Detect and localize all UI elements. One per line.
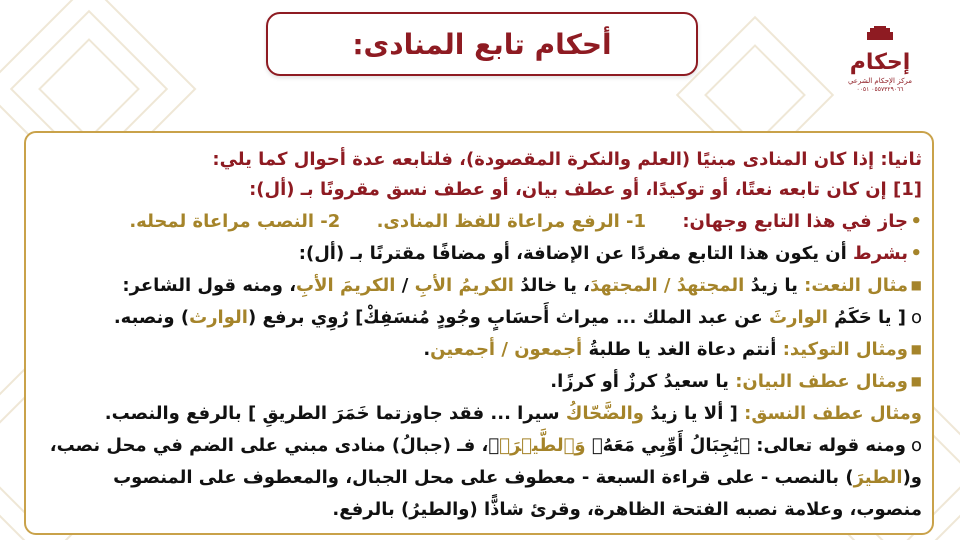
poem-text-e: ) ونصبه. bbox=[113, 307, 190, 328]
bayan-label: ومثال عطف البيان: bbox=[735, 371, 908, 392]
line-tawkeed-example bbox=[36, 339, 922, 360]
logo-arch-icon bbox=[865, 26, 895, 40]
naat-text-g: ، ومنه قول الشاعر: bbox=[122, 275, 297, 296]
line-two-ways bbox=[36, 211, 922, 232]
bullet-circle-icon: o bbox=[910, 435, 922, 456]
line-verse-cont bbox=[36, 467, 922, 488]
poem-text-c: عن عبد الملك ... ميراث أَحسَابٍ وجُودٍ مُنسَفِكْ] رُوِي برفع ( bbox=[247, 307, 770, 328]
line-condition bbox=[36, 243, 922, 264]
line-naat-example bbox=[36, 275, 922, 296]
line-case-one bbox=[36, 179, 922, 200]
line-verse-end bbox=[36, 499, 922, 520]
condition-lead: بشرط bbox=[853, 243, 908, 264]
verse-cont-text-b: الطيرَ bbox=[853, 467, 903, 488]
case-one-text: [1] إن كان تابعه نعتًا، أو توكيدًا، أو عطف بيان، أو عطف نسق مقرونًا بـ (أل): bbox=[249, 179, 922, 200]
naat-text-e: / bbox=[395, 275, 415, 296]
verse-cont-text-c: ) بالنصب - على قراءة السبعة - معطوف على محل الجبال، والمعطوف على المنصوب bbox=[113, 467, 854, 488]
option-raf: 1- الرفع مراعاة للفظ المنادى. bbox=[376, 211, 647, 232]
logo bbox=[844, 26, 916, 96]
intro-label: ثانيا: bbox=[880, 149, 922, 170]
poem-text-d: الوارث bbox=[189, 307, 248, 328]
bayan-text-b: كرزٌ أو كرزًا bbox=[557, 371, 658, 392]
bayan-text-c: . bbox=[550, 371, 558, 392]
two-ways-lead: جاز في هذا التابع وجهان: bbox=[682, 211, 908, 232]
verse-text-c: ﴾، فـ (جبالُ) منادى مبني على الضم في محل نصب، bbox=[49, 435, 500, 456]
nasaq-text-b: والضَّحّاكُ bbox=[565, 403, 644, 424]
page-title: أحكام تابع المنادى: bbox=[352, 27, 612, 61]
bullet-circle-icon: o bbox=[910, 307, 922, 328]
logo-number: ٠٥٥٧٣٢٩٠٦٦ ٠٠٥١ bbox=[856, 86, 904, 93]
naat-text-c: ، يا خالدُ bbox=[513, 275, 591, 296]
line-poem bbox=[36, 307, 922, 328]
line-bayan-example bbox=[36, 371, 922, 392]
option-nasb: 2- النصب مراعاة لمحله. bbox=[129, 211, 341, 232]
naat-text-d: الكريمُ الأبِ bbox=[414, 275, 514, 296]
line-intro bbox=[36, 149, 922, 170]
bullet-square-icon: ■ bbox=[910, 278, 922, 292]
line-nasaq-example bbox=[36, 403, 922, 424]
verse-text-a: ومنه قوله تعالى: ﴿يَٰجِبَالُ أَوِّبِي مَعَهُۥ bbox=[585, 435, 906, 456]
bullet-square-icon: ■ bbox=[910, 342, 922, 356]
poem-text-a: [ يا حَكَمُ bbox=[827, 307, 906, 328]
bayan-text-a: يا سعيدُ bbox=[657, 371, 736, 392]
condition-text: أن يكون هذا التابع مفردًا عن الإضافة، أو مضافًا مقترنًا بـ (أل): bbox=[298, 243, 854, 264]
verse-cont-text-a: و( bbox=[902, 467, 922, 488]
naat-text-f: الكريمَ الأبِ bbox=[296, 275, 396, 296]
intro-text: إذا كان المنادى مبنيًا (العلم والنكرة المقصودة)، فلتابعه عدة أحوال كما يلي: bbox=[212, 149, 881, 170]
naat-text-b: المجتهدُ / المجتهدَ bbox=[590, 275, 745, 296]
bullet-square-icon: ■ bbox=[910, 374, 922, 388]
line-verse bbox=[36, 435, 922, 456]
tawkeed-text-c: . bbox=[423, 339, 431, 360]
title-box bbox=[266, 12, 698, 76]
nasaq-text-c: سيرا ... فقد جاوزتما خَمَرَ الطريقِ ] بالرفع والنصب. bbox=[104, 403, 566, 424]
logo-subtitle: مركز الإحكام الشرعي bbox=[847, 77, 913, 85]
verse-end-text: منصوب، وعلامة نصبه الفتحة الظاهرة، وقرئ شاذًّا (والطيرُ) بالرفع. bbox=[332, 499, 922, 520]
nasaq-label: ومثال عطف النسق: bbox=[744, 403, 922, 424]
tawkeed-text-a: أنتم دعاة الغد يا طلبةُ bbox=[582, 339, 783, 360]
tawkeed-label: ومثال التوكيد: bbox=[782, 339, 908, 360]
poem-text-b: الوارثَ bbox=[769, 307, 828, 328]
tawkeed-text-b: أجمعون / أجمعين bbox=[430, 339, 583, 360]
logo-word: إحكام bbox=[849, 50, 911, 75]
bullet-dot-icon: • bbox=[910, 211, 922, 232]
naat-label: مثال النعت: bbox=[804, 275, 908, 296]
content-box bbox=[24, 131, 934, 535]
nasaq-text-a: [ ألا يا زيدُ bbox=[643, 403, 745, 424]
bullet-dot-icon: • bbox=[910, 243, 922, 264]
naat-text-a: يا زيدُ bbox=[744, 275, 805, 296]
verse-text-b: وَٱلطَّيۡرَۖ bbox=[499, 435, 586, 456]
